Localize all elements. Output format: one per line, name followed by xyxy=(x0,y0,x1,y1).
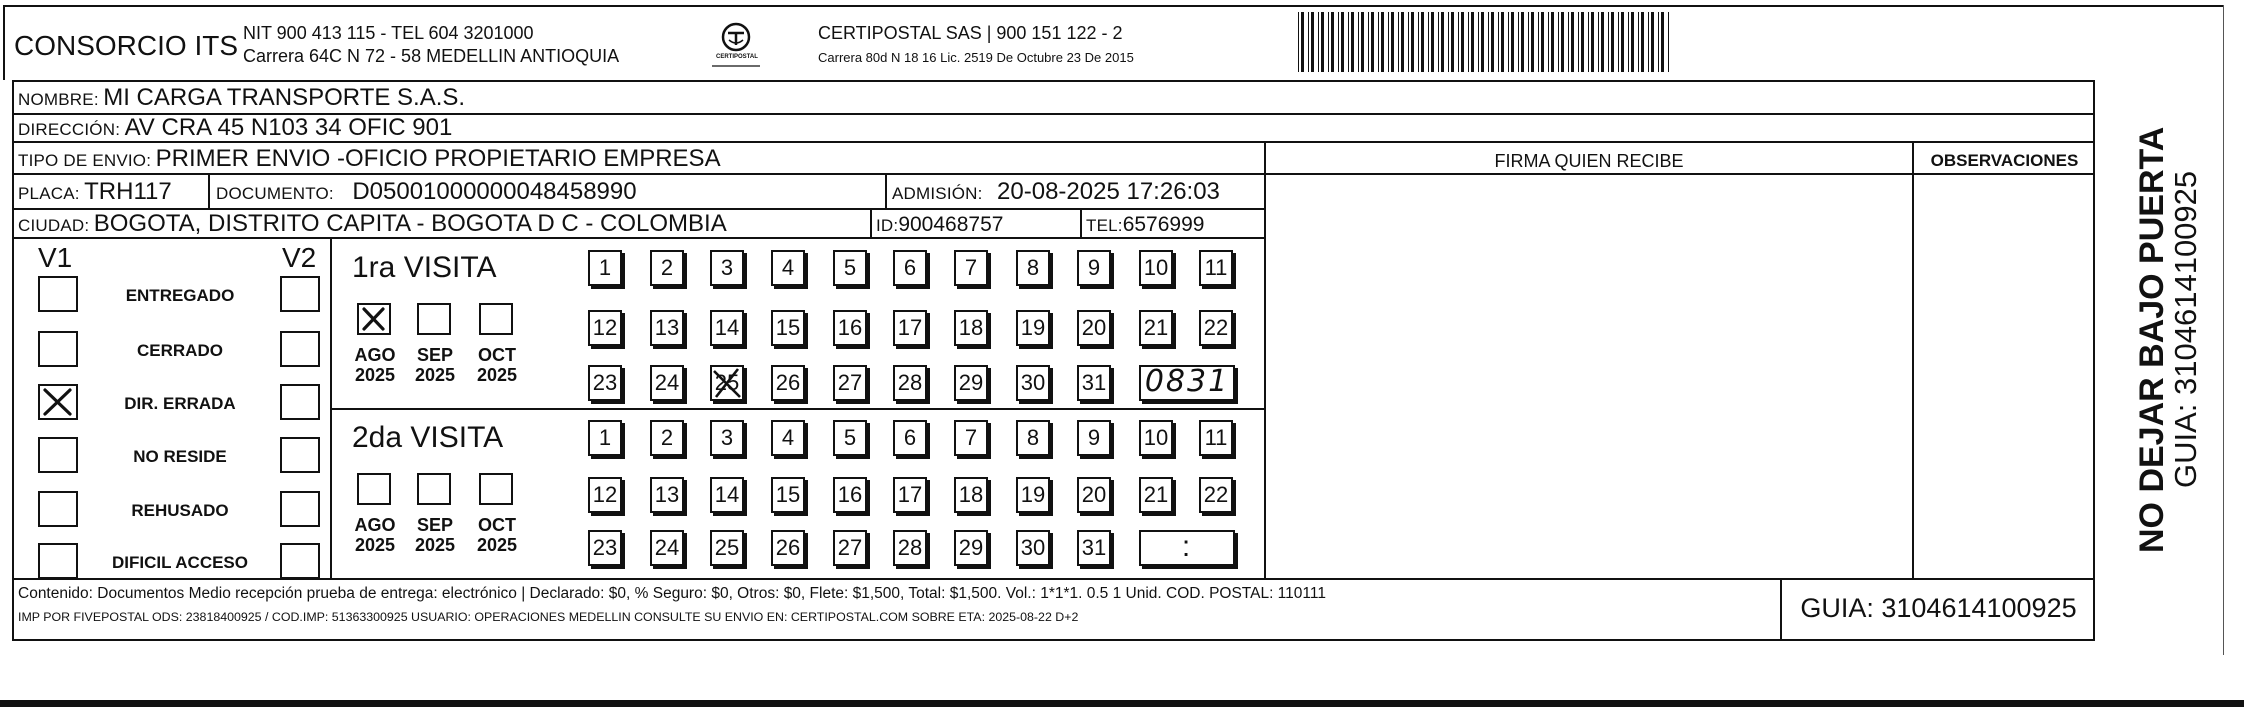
day-number: 22 xyxy=(1203,482,1229,507)
certipostal-logo xyxy=(700,20,772,70)
day-box[interactable] xyxy=(650,365,684,401)
month-year: 2025 xyxy=(354,364,396,385)
tel-value: 6576999 xyxy=(1122,213,1205,236)
day-number: 27 xyxy=(837,370,863,395)
month-checkbox[interactable] xyxy=(357,473,391,505)
status-option-label: DIFICIL ACCESO xyxy=(111,553,248,572)
day-number: 19 xyxy=(1020,315,1046,340)
day-box[interactable] xyxy=(1016,365,1050,401)
tipo-row xyxy=(18,147,721,171)
day-box[interactable] xyxy=(954,365,988,401)
month-label xyxy=(467,346,527,386)
day-box[interactable] xyxy=(771,420,805,456)
status-option-label: DIR. ERRADA xyxy=(124,394,236,413)
day-number: 31 xyxy=(1081,370,1107,395)
status-option-label: REHUSADO xyxy=(131,501,229,520)
status-option-label: CERRADO xyxy=(137,341,223,360)
day-box[interactable] xyxy=(650,530,684,566)
observaciones-header: OBSERVACIONES xyxy=(1930,151,2079,170)
month-label xyxy=(467,516,527,556)
month-checkbox[interactable] xyxy=(417,473,451,505)
v1-checkbox[interactable] xyxy=(38,437,78,473)
courier-license: Carrera 80d N 18 16 Lic. 2519 De Octubre 23 De 2015 xyxy=(818,50,1134,65)
day-box[interactable] xyxy=(771,530,805,566)
day-number: 8 xyxy=(1026,425,1040,450)
day-cross-mark-icon xyxy=(710,365,744,401)
day-box[interactable] xyxy=(650,250,684,286)
day-box[interactable] xyxy=(771,310,805,346)
row-divider xyxy=(12,578,2095,580)
day-box[interactable] xyxy=(588,365,622,401)
day-box[interactable] xyxy=(1199,477,1233,513)
col-divider xyxy=(885,174,887,209)
month-label xyxy=(405,516,465,556)
day-number: 5 xyxy=(843,425,857,450)
month-label xyxy=(345,516,405,556)
month-checkbox[interactable] xyxy=(357,303,391,335)
day-number: 20 xyxy=(1081,315,1107,340)
day-box[interactable] xyxy=(1199,420,1233,456)
day-number: 27 xyxy=(837,535,863,560)
footer-contents: Contenido: Documentos Medio recepción prueba de entrega: electrónico | Declarado: $0, % Seguro: $0, Otros: $0, Flete: $1,500, Total: $1,500. Vol.: 1*1*1. 0.5 1 Unid. COD. POSTAL: 110111 xyxy=(18,585,1326,602)
day-number: 15 xyxy=(775,315,801,340)
v2-checkbox[interactable] xyxy=(280,437,320,473)
day-box[interactable] xyxy=(771,477,805,513)
side-warning: NO DEJAR BAJO PUERTA xyxy=(2133,126,2171,553)
status-option-label: ENTREGADO xyxy=(125,286,235,305)
day-number: 10 xyxy=(1143,425,1169,450)
day-number: 31 xyxy=(1081,535,1107,560)
day-number: 18 xyxy=(958,482,984,507)
month-checkbox[interactable] xyxy=(479,303,513,335)
day-number: 9 xyxy=(1087,255,1101,280)
day-box[interactable] xyxy=(1139,477,1173,513)
day-box[interactable] xyxy=(954,250,988,286)
time-value: 0831 xyxy=(1144,364,1230,399)
day-box[interactable] xyxy=(1016,310,1050,346)
nit-line: NIT 900 413 115 - TEL 604 3201000 xyxy=(243,23,534,43)
day-number: 11 xyxy=(1204,255,1228,280)
month-year: 2025 xyxy=(476,534,518,555)
day-box[interactable] xyxy=(710,310,744,346)
day-box[interactable] xyxy=(1077,530,1111,566)
ciudad-value: BOGOTA, DISTRITO CAPITA - BOGOTA D C - COLOMBIA xyxy=(93,210,727,237)
day-box[interactable] xyxy=(650,310,684,346)
side-guia: GUIA: 3104614100925 xyxy=(2168,170,2203,488)
day-box[interactable] xyxy=(710,250,744,286)
check-mark-icon xyxy=(40,386,76,418)
day-number: 23 xyxy=(592,370,618,395)
day-box[interactable] xyxy=(893,365,927,401)
day-number: 15 xyxy=(775,482,801,507)
month-name: AGO xyxy=(354,345,396,365)
ciudad-label: CIUDAD: xyxy=(18,216,90,235)
placa-value: TRH117 xyxy=(84,178,172,205)
day-number: 20 xyxy=(1081,482,1107,507)
day-number: 14 xyxy=(714,482,740,507)
id-label: ID: xyxy=(876,216,899,235)
logo-text: CERTIPOSTAL xyxy=(716,54,758,60)
day-number: 25 xyxy=(714,370,740,395)
day-number: 23 xyxy=(592,535,618,560)
v2-checkbox[interactable] xyxy=(280,543,320,579)
day-number: 4 xyxy=(781,425,795,450)
day-number: 11 xyxy=(1204,425,1228,450)
col-divider xyxy=(1080,209,1082,238)
month-label xyxy=(405,346,465,386)
documento-value: D05001000000048458990 xyxy=(352,178,637,205)
day-box[interactable] xyxy=(833,530,867,566)
day-number: 7 xyxy=(964,425,978,450)
nombre-label: NOMBRE: xyxy=(18,90,99,109)
courier-line: CERTIPOSTAL SAS | 900 151 122 - 2 xyxy=(818,23,1123,43)
day-number: 4 xyxy=(781,255,795,280)
day-number: 30 xyxy=(1020,370,1046,395)
documento-cell xyxy=(216,180,637,204)
day-number: 24 xyxy=(654,370,680,395)
col-divider xyxy=(208,174,210,209)
day-number: 10 xyxy=(1143,255,1169,280)
bottom-rule xyxy=(0,700,2244,707)
day-box[interactable] xyxy=(1199,250,1233,286)
day-box[interactable] xyxy=(1139,420,1173,456)
day-box[interactable] xyxy=(1077,365,1111,401)
nombre-row xyxy=(18,86,465,110)
day-box[interactable] xyxy=(650,420,684,456)
v1-label: V1 xyxy=(38,242,73,273)
v1-checkbox[interactable] xyxy=(38,543,78,579)
v2-label: V2 xyxy=(282,242,317,273)
day-box[interactable] xyxy=(588,477,622,513)
row-divider xyxy=(12,173,2095,175)
day-number: 6 xyxy=(903,255,917,280)
v2-checkbox[interactable] xyxy=(280,384,320,420)
day-number: 5 xyxy=(843,255,857,280)
day-box[interactable] xyxy=(771,250,805,286)
day-box[interactable] xyxy=(833,310,867,346)
id-value: 900468757 xyxy=(898,213,1004,236)
day-box[interactable] xyxy=(650,477,684,513)
day-box[interactable] xyxy=(588,250,622,286)
month-name: OCT xyxy=(478,515,516,535)
v1-checkbox[interactable] xyxy=(38,384,78,420)
day-box[interactable] xyxy=(588,310,622,346)
day-box[interactable] xyxy=(1139,250,1173,286)
month-checkbox[interactable] xyxy=(417,303,451,335)
day-number: 21 xyxy=(1143,315,1169,340)
time-value: : xyxy=(1181,530,1193,563)
col-divider xyxy=(1264,142,1266,579)
day-number: 9 xyxy=(1087,425,1101,450)
day-number: 2 xyxy=(660,255,674,280)
tel-label: TEL: xyxy=(1086,216,1123,235)
barcode-bar xyxy=(1669,12,1671,72)
day-box[interactable] xyxy=(1016,477,1050,513)
day-box[interactable] xyxy=(1139,310,1173,346)
documento-label: DOCUMENTO: xyxy=(216,184,334,203)
day-box[interactable] xyxy=(710,477,744,513)
address-line: Carrera 64C N 72 - 58 MEDELLIN ANTIOQUIA xyxy=(243,46,620,66)
day-number: 3 xyxy=(720,255,734,280)
day-box[interactable] xyxy=(893,420,927,456)
id-cell xyxy=(876,214,1003,235)
time-box[interactable] xyxy=(1139,365,1235,401)
month-checkbox[interactable] xyxy=(479,473,513,505)
company-name: CONSORCIO ITS xyxy=(14,30,239,61)
day-number: 17 xyxy=(897,315,923,340)
day-box[interactable] xyxy=(833,420,867,456)
day-box[interactable] xyxy=(1016,250,1050,286)
direccion-label: DIRECCIÓN: xyxy=(18,120,121,139)
month-year: 2025 xyxy=(414,534,456,555)
day-number: 17 xyxy=(897,482,923,507)
admision-label: ADMISIÓN: xyxy=(892,184,983,203)
day-box[interactable] xyxy=(833,365,867,401)
day-number: 16 xyxy=(837,315,863,340)
day-box[interactable] xyxy=(771,365,805,401)
day-number: 18 xyxy=(958,315,984,340)
day-number: 1 xyxy=(598,425,612,450)
barcode xyxy=(1298,12,1934,72)
v2-checkbox[interactable] xyxy=(280,276,320,312)
direccion-value: AV CRA 45 N103 34 OFIC 901 xyxy=(124,114,453,141)
month-name: SEP xyxy=(416,515,454,535)
time-box[interactable] xyxy=(1139,530,1235,566)
form-right-edge xyxy=(2223,5,2224,655)
day-box[interactable] xyxy=(588,530,622,566)
status-option-label: NO RESIDE xyxy=(133,447,227,466)
visit-title: 1ra VISITA xyxy=(352,251,497,284)
day-number: 29 xyxy=(958,370,984,395)
day-box[interactable] xyxy=(954,420,988,456)
day-number: 3 xyxy=(720,425,734,450)
day-number: 16 xyxy=(837,482,863,507)
day-box[interactable] xyxy=(954,477,988,513)
check-mark-icon xyxy=(359,305,389,333)
month-name: SEP xyxy=(416,345,454,365)
day-number: 13 xyxy=(654,482,680,507)
day-number: 26 xyxy=(775,535,801,560)
day-box[interactable] xyxy=(588,420,622,456)
tipo-label: TIPO DE ENVIO: xyxy=(18,151,152,170)
day-number: 12 xyxy=(592,315,618,340)
nombre-value: MI CARGA TRANSPORTE S.A.S. xyxy=(103,84,466,111)
col-divider xyxy=(870,209,872,238)
day-number: 21 xyxy=(1143,482,1169,507)
month-label xyxy=(345,346,405,386)
day-number: 8 xyxy=(1026,255,1040,280)
footer-guia: GUIA: 3104614100925 xyxy=(1800,593,2077,623)
day-box[interactable] xyxy=(833,477,867,513)
day-box[interactable] xyxy=(710,365,744,401)
firma-header: FIRMA QUIEN RECIBE xyxy=(1494,151,1684,171)
day-box[interactable] xyxy=(954,310,988,346)
day-number: 22 xyxy=(1203,315,1229,340)
day-number: 2 xyxy=(660,425,674,450)
day-box[interactable] xyxy=(954,530,988,566)
day-number: 29 xyxy=(958,535,984,560)
day-box[interactable] xyxy=(1016,530,1050,566)
ciudad-cell xyxy=(18,212,727,236)
day-box[interactable] xyxy=(833,250,867,286)
v1-checkbox[interactable] xyxy=(38,331,78,367)
placa-cell xyxy=(18,180,172,204)
day-number: 26 xyxy=(775,370,801,395)
month-name: AGO xyxy=(354,515,396,535)
day-box[interactable] xyxy=(893,250,927,286)
month-name: OCT xyxy=(478,345,516,365)
day-number: 13 xyxy=(654,315,680,340)
v2-checkbox[interactable] xyxy=(280,331,320,367)
day-number: 1 xyxy=(598,255,612,280)
day-box[interactable] xyxy=(1077,420,1111,456)
admision-cell xyxy=(892,180,1220,204)
day-box[interactable] xyxy=(1199,310,1233,346)
col-divider xyxy=(1912,142,1914,579)
row-divider xyxy=(12,237,1266,239)
visit-divider xyxy=(330,408,1265,410)
day-number: 28 xyxy=(897,535,923,560)
day-number: 28 xyxy=(897,370,923,395)
day-box[interactable] xyxy=(893,530,927,566)
day-box[interactable] xyxy=(710,530,744,566)
placa-label: PLACA: xyxy=(18,184,80,203)
footer-print-info: IMP POR FIVEPOSTAL ODS: 23818400925 / COD.IMP: 51363300925 USUARIO: OPERACIONES MEDELLIN CONSULTE SU ENVIO EN: CERTIPOSTAL.COM SOBRE ETA: 2025-08-22 D+2 xyxy=(18,610,1079,624)
v1-checkbox[interactable] xyxy=(38,276,78,312)
day-number: 6 xyxy=(903,425,917,450)
day-box[interactable] xyxy=(710,420,744,456)
day-box[interactable] xyxy=(893,310,927,346)
visit-title: 2da VISITA xyxy=(352,421,504,454)
month-year: 2025 xyxy=(476,364,518,385)
tipo-value: PRIMER ENVIO -OFICIO PROPIETARIO EMPRESA xyxy=(155,145,721,172)
day-box[interactable] xyxy=(1077,310,1111,346)
row-divider xyxy=(12,141,2095,143)
day-number: 12 xyxy=(592,482,618,507)
tel-cell xyxy=(1086,214,1204,235)
month-year: 2025 xyxy=(354,534,396,555)
day-box[interactable] xyxy=(1016,420,1050,456)
v1-checkbox[interactable] xyxy=(38,491,78,527)
admision-value: 20-08-2025 17:26:03 xyxy=(997,178,1220,205)
day-box[interactable] xyxy=(1077,477,1111,513)
certipostal-logo-icon xyxy=(700,20,772,70)
day-number: 19 xyxy=(1020,482,1046,507)
day-number: 24 xyxy=(654,535,680,560)
day-box[interactable] xyxy=(893,477,927,513)
day-box[interactable] xyxy=(1077,250,1111,286)
v2-checkbox[interactable] xyxy=(280,491,320,527)
day-number: 30 xyxy=(1020,535,1046,560)
day-number: 7 xyxy=(964,255,978,280)
day-number: 25 xyxy=(714,535,740,560)
day-number: 14 xyxy=(714,315,740,340)
month-year: 2025 xyxy=(414,364,456,385)
direccion-row xyxy=(18,116,452,140)
